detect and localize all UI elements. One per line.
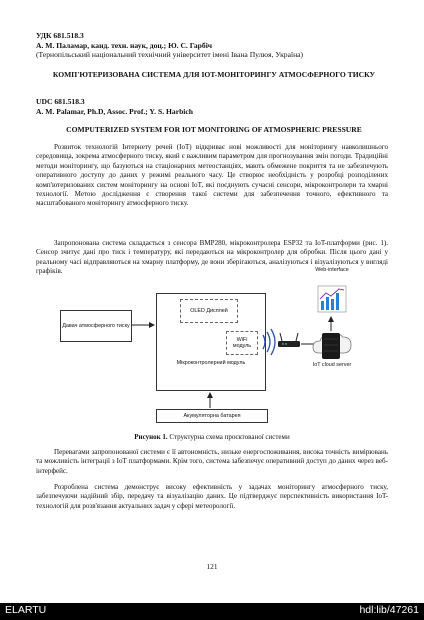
router-icon (278, 333, 300, 347)
paragraph-system: Запропонована система складається з сенсора BMP280, мікроконтролера ESP32 та IoT-платформи (рис. 1). Сенсор зчитує дані про тиск і температуру, які передаються на мікроконтролер для обробки. Після цього дані у реальному часі відправляються на хмарну платформу, де вони зберігаються, аналізуються і візуалізуються у вигляді графіків. (36, 239, 388, 276)
authors-en: A. M. Palamar, Ph.D, Assoc. Prof.; Y. S. Harbich (36, 107, 194, 116)
paragraph-intro: Розвиток технологій Інтернету речей (IoT) відкриває нові можливості для моніторингу навколишнього середовища, зокрема атмосферного тиску, який є важливим параметром для прогнозування змін погоди. Традиційні методи моніторингу, що базуються на стаціонарних метеостанціях, мають обмежене покриття та не забезпечують оперативного доступу до даних у режимі реального часу. Це створює необхідність у розробці розподілених комп'ютеризованих систем моніторингу на основі IoT, які поєднують сучасні сенсори, мікроконтролери та хмарні технології. Метою дослідження є створення такої системи для забезпечення точного, ефективного та масштабованого моніторингу атмосферного тиску. (36, 143, 388, 208)
battery-box: Акумуляторна батарея (156, 409, 268, 423)
mcu-label: Мікроконтролерний модуль (176, 359, 246, 366)
page-number: 121 (206, 562, 218, 571)
footer-handle-label: hdl:lib/47261 (359, 604, 419, 616)
footer-repository-label: ELARTU (5, 604, 47, 616)
paragraph-advantages: Перевагами запропонованої системи є її автономність, низьке енергоспоживання, висока точність вимірювань та можливість інтеграції з IoT платформами. Крім того, система забезпечує оперативний доступ до даних через веб-інтерфейс. (36, 448, 388, 475)
web-interface-label: Web-interface (315, 267, 349, 273)
diagram-svg (60, 259, 380, 429)
caption-text: Структурна схема проєктованої системи (167, 433, 290, 441)
web-chart-icon (318, 286, 346, 312)
cloud-server-icon (313, 333, 351, 359)
wifi-box: WiFi модуль (226, 331, 258, 355)
udc-code: УДК 681.518.3 (36, 31, 84, 40)
sensor-box: Давач атмосферного тиску (60, 310, 132, 342)
oled-box: OLED Дисплей (180, 299, 238, 323)
footer-bar (0, 603, 424, 620)
wifi-signal-icon (263, 329, 275, 355)
figure-caption (36, 433, 388, 441)
cloud-server-label: IoT cloud server (312, 362, 352, 368)
figure-block-diagram (60, 259, 380, 429)
udc-code-en: UDC 681.518.3 (36, 97, 85, 106)
paragraph-conclusion: Розроблена система демонструє високу ефективність у задачах моніторингу атмосферного тиску, забезпечуючи надійний збір, передачу та візуалізацію даних. Це підтверджує перспективність використання IoT-технологій для розв'язання актуальних задач у сфері метеорології. (36, 483, 388, 510)
title-ua: КОМП'ЮТЕРИЗОВАНА СИСТЕМА ДЛЯ IOT-МОНІТОРИНГУ АТМОСФЕРНОГО ТИСКУ (52, 70, 376, 79)
affiliation: (Тернопільський національний технічний університет імені Івана Пулюя, Україна) (36, 50, 304, 59)
caption-number: Рисунок 1. (134, 433, 168, 441)
authors-ua: А. М. Паламар, канд. техн. наук, доц.; Ю. С. Гарбіч (36, 41, 213, 50)
title-en: COMPUTERIZED SYSTEM FOR IOT MONITORING OF ATMOSPHERIC PRESSURE (66, 125, 362, 134)
